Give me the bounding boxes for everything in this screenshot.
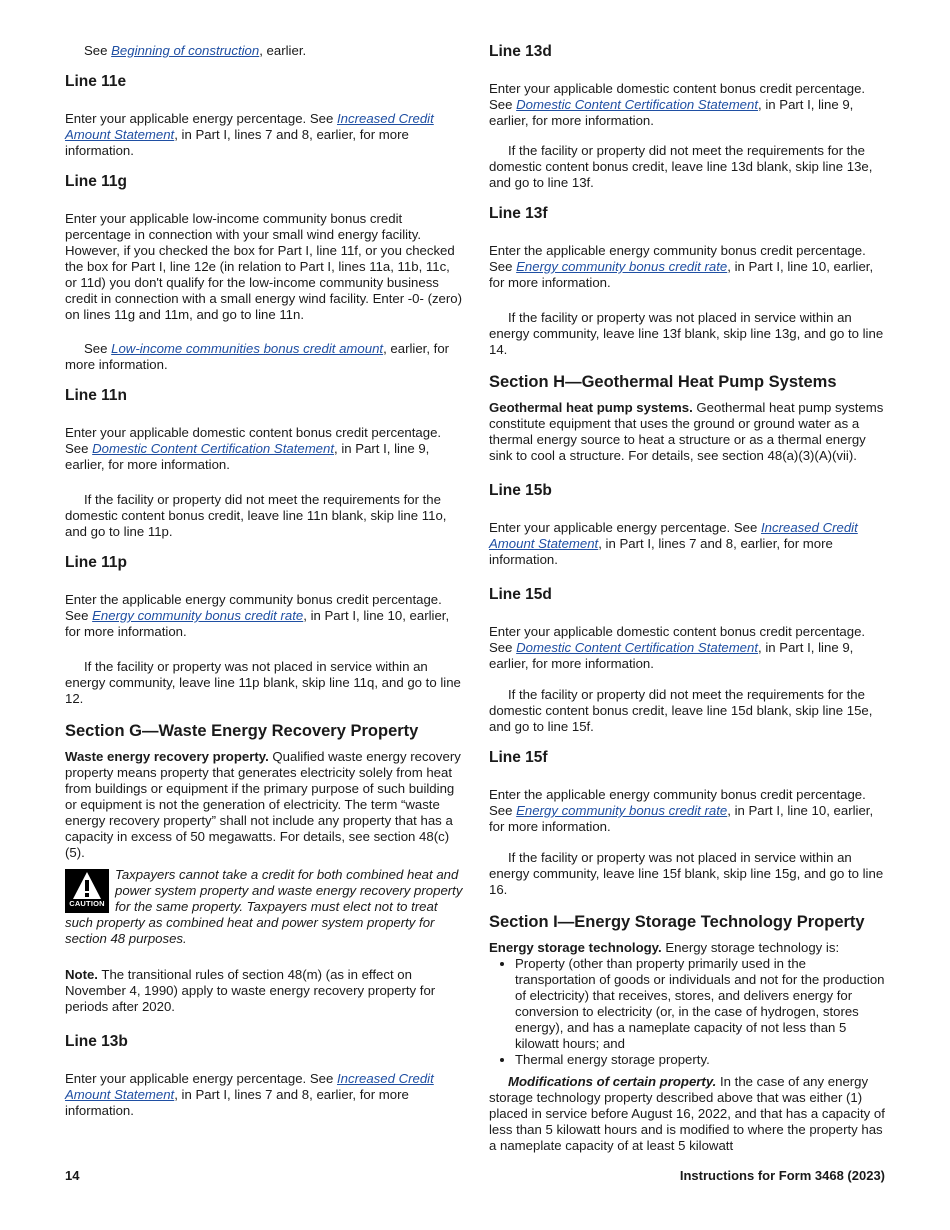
line-11g-reference: See Low-income communities bonus credit amount, earlier, for more information.	[65, 341, 450, 372]
section-h-heading: Section H—Geothermal Heat Pump Systems	[489, 373, 837, 391]
line-11e-heading: Line 11e	[65, 73, 127, 90]
caution-text: Taxpayers cannot take a credit for both combined heat and power system property and waste energy recovery property for the same property. Taxpayers must elect not to treat such property as combined heat and power system property for section 48 purposes.	[65, 867, 463, 946]
domestic-content-link[interactable]: Domestic Content Certification Statement	[516, 640, 759, 655]
increased-credit-link[interactable]: Increased Credit Amount Statement	[65, 111, 434, 142]
line-13d-heading: Line 13d	[489, 43, 552, 60]
line-13d-note: If the facility or property did not meet the requirements for the domestic content bonus credit, leave line 13d blank, skip line 13e, and go to line 13f.	[489, 143, 873, 190]
modifications-paragraph: Modifications of certain property. In the case of any energy storage technology property described above that was either (1) placed in service before August 16, 2022, and that has a capacity of less than 5 kilowatt hours and is modified to where the property has a nameplate capacity of at least 5 kilowatt	[489, 1074, 885, 1153]
section-g-definition: Waste energy recovery property. Qualified waste energy recovery property means property that generates electricity solely from heat from buildings or equipment if the primary purpose of such building or equipment is not the generation of electricity. The term “waste energy recovery property” shall not include any property that has a capacity in excess of 50 megawatts. For details, see section 48(c)(5).	[65, 749, 461, 860]
beginning-construction-reference: See Beginning of construction, earlier.	[84, 43, 307, 58]
form-title-footer: Instructions for Form 3468 (2023)	[679, 1168, 885, 1183]
energy-community-link[interactable]: Energy community bonus credit rate	[516, 259, 728, 274]
line-11n-text: Enter your applicable domestic content bonus credit percentage. See Domestic Content Certification Statement, in Part I, line 9, earlier, for more information.	[65, 425, 442, 472]
line-15d-note: If the facility or property did not meet the requirements for the domestic content bonus credit, leave line 15d blank, skip line 15e, and go to line 15f.	[489, 687, 873, 734]
line-13b-heading: Line 13b	[65, 1033, 128, 1050]
section-h-definition: Geothermal heat pump systems. Geothermal heat pump systems constitute equipment that uses the ground or ground water as a thermal energy source to heat a structure or as a thermal energy sink to cool a structure. For details, see section 48(a)(3)(A)(vii).	[489, 400, 884, 463]
line-15f-heading: Line 15f	[489, 749, 548, 766]
line-15b-heading: Line 15b	[489, 482, 552, 499]
beginning-of-construction-link[interactable]: Beginning of construction	[111, 43, 260, 58]
list-item: • Property (other than property primarily used in the transportation of goods or individuals and not for the production of electricity) that receives, stores, and delivers energy for conversion to electricity (or, in the case of hydrogen, stores energy), and has a nameplate capacity of not less than 5 kilowatt hours; and	[515, 956, 887, 1052]
energy-community-link[interactable]: Energy community bonus credit rate	[92, 608, 304, 623]
section-g-heading: Section G—Waste Energy Recovery Property	[65, 722, 419, 740]
line-11g-heading: Line 11g	[65, 173, 128, 190]
line-15b-text: Enter your applicable energy percentage. See Increased Credit Amount Statement, in Part I, lines 7 and 8, earlier, for more information.	[489, 520, 858, 567]
increased-credit-link[interactable]: Increased Credit Amount Statement	[489, 520, 858, 551]
line-15d-heading: Line 15d	[489, 586, 552, 603]
page-number: 14	[65, 1168, 80, 1183]
line-11g-text: Enter your applicable low-income community bonus credit percentage in connection with your small wind energy facility. However, if you checked the box for Part I, line 11f, or you checked the box for Part I, line 12e (in relation to Part I, lines 11a, 11b, 11c, or 11d) you don't qualify for the low-income community business credit in connection with a small energy wind facility. Enter -0- (zero) on lines 11g and 11m, and go to line 11n.	[65, 211, 463, 322]
section-i-heading: Section I—Energy Storage Technology Property	[489, 913, 865, 931]
line-13f-heading: Line 13f	[489, 205, 548, 222]
left-column	[65, 43, 463, 1133]
caution-box	[65, 867, 463, 947]
caution-icon: CAUTION	[65, 869, 109, 913]
line-15f-note: If the facility or property was not placed in service within an energy community, leave line 15f blank, skip line 15g, and go to line 16.	[489, 850, 884, 897]
line-15d-text: Enter your applicable domestic content bonus credit percentage. See Domestic Content Certification Statement, in Part I, line 9, earlier, for more information.	[489, 624, 866, 671]
right-column	[489, 43, 887, 1168]
domestic-content-link[interactable]: Domestic Content Certification Statement	[92, 441, 335, 456]
line-11n-note: If the facility or property did not meet the requirements for the domestic content bonus credit, leave line 11n blank, skip line 11o, and go to line 11p.	[65, 492, 447, 539]
line-11p-heading: Line 11p	[65, 554, 128, 571]
line-11p-note: If the facility or property was not placed in service within an energy community, leave line 11p blank, skip line 11q, and go to line 12.	[65, 659, 461, 706]
storage-technology-list	[489, 956, 887, 1068]
line-15f-text: Enter the applicable energy community bonus credit percentage. See Energy community bonus credit rate, in Part I, line 10, earlier, for more information.	[489, 787, 874, 834]
line-13f-note: If the facility or property was not placed in service within an energy community, leave line 13f blank, skip line 13g, and go to line 14.	[489, 310, 884, 357]
line-11p-text: Enter the applicable energy community bonus credit percentage. See Energy community bonus credit rate, in Part I, line 10, earlier, for more information.	[65, 592, 450, 639]
domestic-content-link[interactable]: Domestic Content Certification Statement	[516, 97, 759, 112]
line-11e-text: Enter your applicable energy percentage. See Increased Credit Amount Statement, in Part I, lines 7 and 8, earlier, for more information.	[65, 111, 434, 158]
energy-community-link[interactable]: Energy community bonus credit rate	[516, 803, 728, 818]
low-income-communities-link[interactable]: Low-income communities bonus credit amount	[111, 341, 384, 356]
list-item: • Thermal energy storage property.	[515, 1052, 887, 1068]
increased-credit-link[interactable]: Increased Credit Amount Statement	[65, 1071, 434, 1102]
section-i-definition: Energy storage technology. Energy storage technology is:	[489, 940, 840, 955]
line-11n-heading: Line 11n	[65, 387, 128, 404]
line-13d-text: Enter your applicable domestic content bonus credit percentage. See Domestic Content Certification Statement, in Part I, line 9, earlier, for more information.	[489, 81, 866, 128]
section-g-note: Note. The transitional rules of section 48(m) (as in effect on November 4, 1990) apply to waste energy recovery property for periods after 2020.	[65, 967, 436, 1014]
line-13b-text: Enter your applicable energy percentage. See Increased Credit Amount Statement, in Part I, lines 7 and 8, earlier, for more information.	[65, 1071, 434, 1118]
line-13f-text: Enter the applicable energy community bonus credit percentage. See Energy community bonus credit rate, in Part I, line 10, earlier, for more information.	[489, 243, 874, 290]
